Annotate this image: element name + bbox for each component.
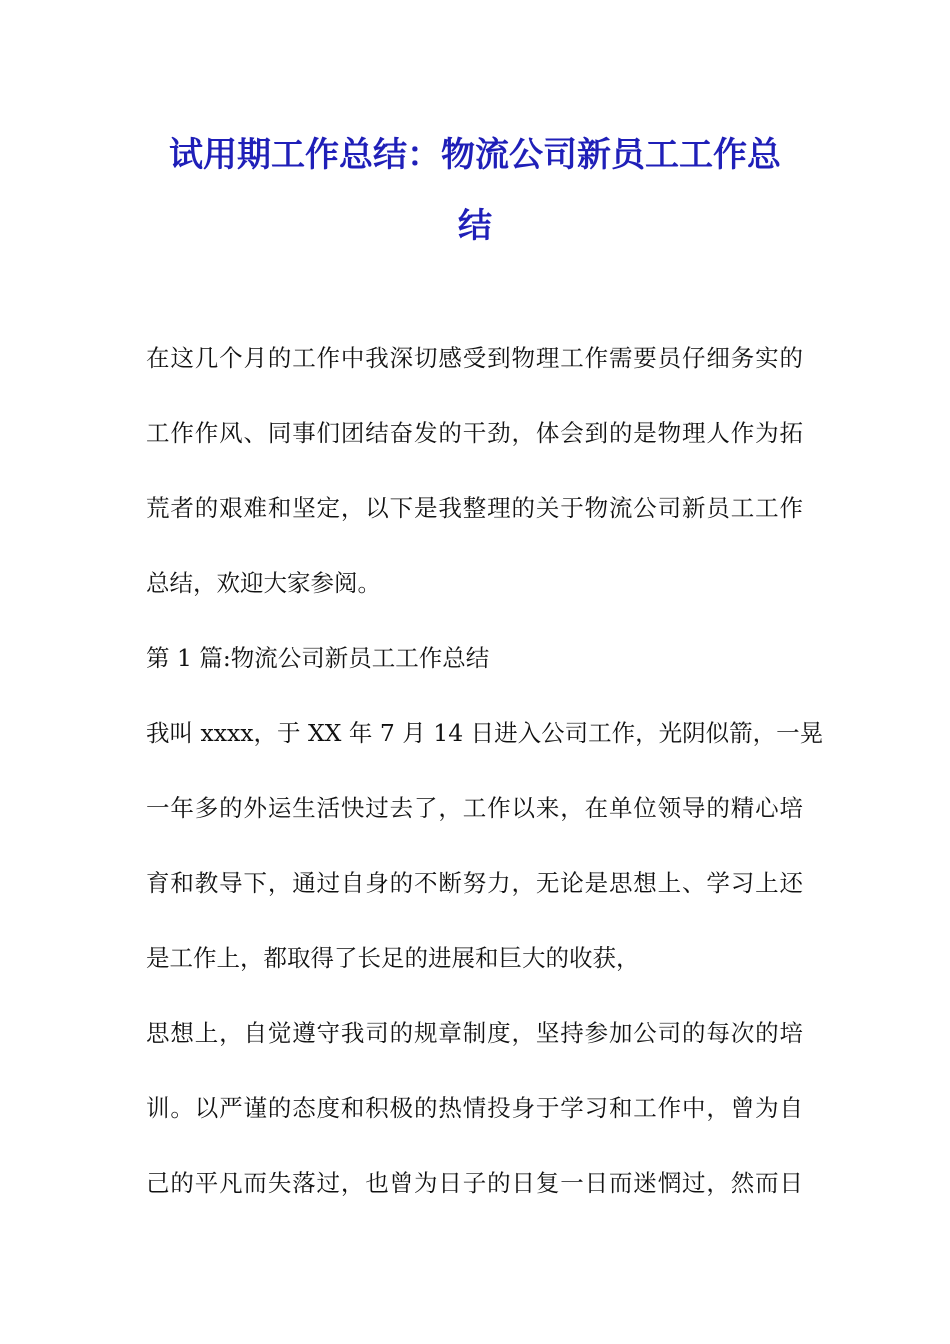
para1-line-1: 我叫 xxxx，于 XX 年 7 月 14 日进入公司工作，光阴似箭，一晃 <box>146 719 824 747</box>
intro-line-4: 总结，欢迎大家参阅。 <box>146 569 381 597</box>
para1-line-4: 是工作上，都取得了长足的进展和巨大的收获， <box>146 944 640 972</box>
document-title-line-2: 结 <box>458 206 492 246</box>
para1-line-3: 育和教导下，通过自身的不断努力，无论是思想上、学习上还 <box>146 869 803 897</box>
section-heading: 第 1 篇:物流公司新员工工作总结 <box>146 644 490 672</box>
para2-line-3: 己的平凡而失落过，也曾为日子的日复一日而迷惘过，然而日 <box>146 1169 803 1197</box>
intro-line-2: 工作作风、同事们团结奋发的干劲，体会到的是物理人作为拓 <box>146 419 803 447</box>
para2-line-1: 思想上，自觉遵守我司的规章制度，坚持参加公司的每次的培 <box>146 1019 803 1047</box>
intro-line-3: 荒者的艰难和坚定，以下是我整理的关于物流公司新员工工作 <box>146 494 803 522</box>
intro-line-1: 在这几个月的工作中我深切感受到物理工作需要员仔细务实的 <box>146 344 803 372</box>
para1-line-2: 一年多的外运生活快过去了，工作以来，在单位领导的精心培 <box>146 794 803 822</box>
para2-line-2: 训。以严谨的态度和积极的热情投身于学习和工作中，曾为自 <box>146 1094 803 1122</box>
document-title-line-1: 试用期工作总结：物流公司新员工工作总 <box>169 135 781 175</box>
